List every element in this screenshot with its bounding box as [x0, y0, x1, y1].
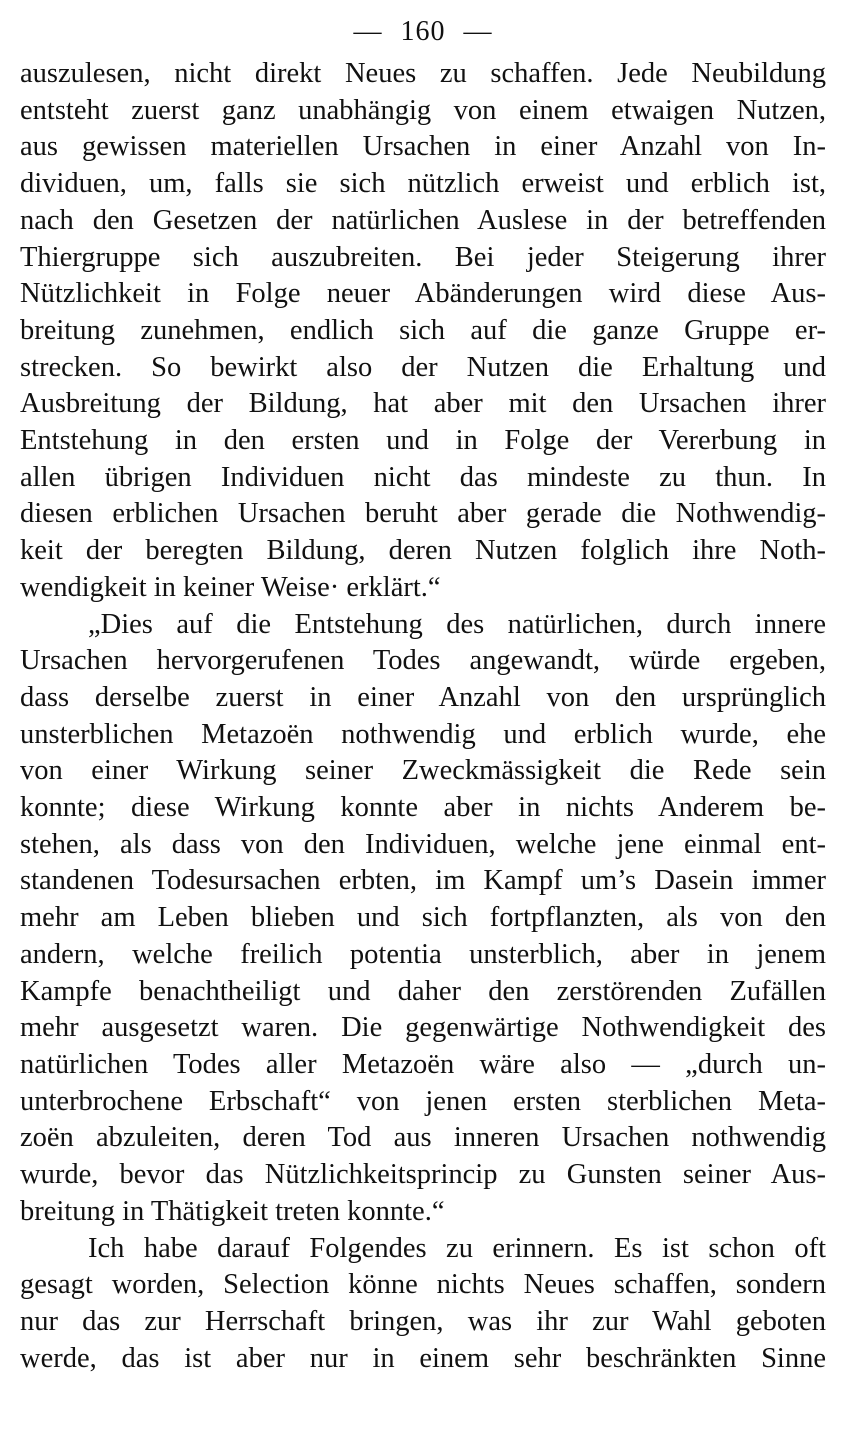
body-text [20, 56, 826, 1377]
text-line: wendigkeit in keiner Weise· erklärt.“ [20, 571, 441, 603]
header-dash-left: — [353, 16, 383, 47]
text-line: Kampfe benachtheiligt und daher den zerstörenden Zufällen [20, 975, 826, 1007]
text-line: konnte; diese Wirkung konnte aber in nichts Anderem be- [20, 792, 826, 824]
page-header [20, 12, 826, 56]
text-line: dass derselbe zuerst in einer Anzahl von den ursprünglich [20, 681, 826, 713]
text-line: Ursachen hervorgerufenen Todes angewandt, würde ergeben, [20, 645, 826, 677]
text-line: zoën abzuleiten, deren Tod aus inneren Ursachen nothwendig [20, 1122, 826, 1154]
text-line: Ich habe darauf Folgendes zu erinnern. Es ist schon oft [88, 1232, 826, 1264]
text-line: strecken. So bewirkt also der Nutzen die Erhaltung und [20, 351, 826, 383]
text-line: von einer Wirkung seiner Zweckmässigkeit die Rede sein [20, 755, 826, 787]
text-line: werde, das ist aber nur in einem sehr beschränkten Sinne [20, 1342, 826, 1374]
text-line: breitung zunehmen, endlich sich auf die ganze Gruppe er- [20, 314, 826, 346]
text-line: standenen Todesursachen erbten, im Kampf um’s Dasein immer [20, 865, 826, 897]
text-line: allen übrigen Individuen nicht das mindeste zu thun. In [20, 461, 826, 493]
text-line: andern, welche freilich potentia unsterblich, aber in jenem [20, 938, 826, 970]
text-line: Ausbreitung der Bildung, hat aber mit den Ursachen ihrer [20, 388, 826, 420]
page-number: 160 [400, 16, 446, 47]
text-line: auszulesen, nicht direkt Neues zu schaffen. Jede Neubildung [20, 58, 826, 89]
text-line: nach den Gesetzen der natürlichen Auslese in der betreffenden [20, 204, 826, 236]
text-line: stehen, als dass von den Individuen, welche jene einmal ent- [20, 828, 826, 860]
text-line: aus gewissen materiellen Ursachen in einer Anzahl von In- [20, 131, 826, 163]
text-line: unsterblichen Metazoën nothwendig und erblich wurde, ehe [20, 718, 826, 750]
text-line: Entstehung in den ersten und in Folge der Vererbung in [20, 425, 826, 457]
text-line: Thiergruppe sich auszubreiten. Bei jeder Steigerung ihrer [20, 241, 826, 273]
text-line: unterbrochene Erbschaft“ von jenen ersten sterblichen Meta- [20, 1085, 826, 1117]
paragraph-3 [20, 1231, 826, 1378]
book-page [20, 12, 826, 1377]
text-line: entsteht zuerst ganz unabhängig von einem etwaigen Nutzen, [20, 94, 826, 126]
text-line: breitung in Thätigkeit treten konnte.“ [20, 1195, 445, 1227]
text-line: wurde, bevor das Nützlichkeitsprincip zu Gunsten seiner Aus- [20, 1159, 826, 1191]
text-line: dividuen, um, falls sie sich nützlich erweist und erblich ist, [20, 168, 826, 200]
text-line: „Dies auf die Entstehung des natürlichen, durch innere [88, 608, 826, 640]
header-dash-right: — [463, 16, 493, 47]
paragraph-1 [20, 56, 826, 607]
text-line: gesagt worden, Selection könne nichts Neues schaffen, sondern [20, 1269, 826, 1301]
text-line: keit der beregten Bildung, deren Nutzen folglich ihre Noth- [20, 535, 826, 567]
paragraph-2 [20, 607, 826, 1231]
text-line: natürlichen Todes aller Metazoën wäre also — „durch un- [20, 1048, 826, 1080]
text-line: Nützlichkeit in Folge neuer Abänderungen wird diese Aus- [20, 278, 826, 310]
text-line: mehr am Leben blieben und sich fortpflanzten, als von den [20, 902, 826, 934]
text-line: mehr ausgesetzt waren. Die gegenwärtige Nothwendigkeit des [20, 1012, 826, 1044]
text-line: diesen erblichen Ursachen beruht aber gerade die Nothwendig- [20, 498, 826, 530]
text-line: nur das zur Herrschaft bringen, was ihr zur Wahl geboten [20, 1305, 826, 1337]
